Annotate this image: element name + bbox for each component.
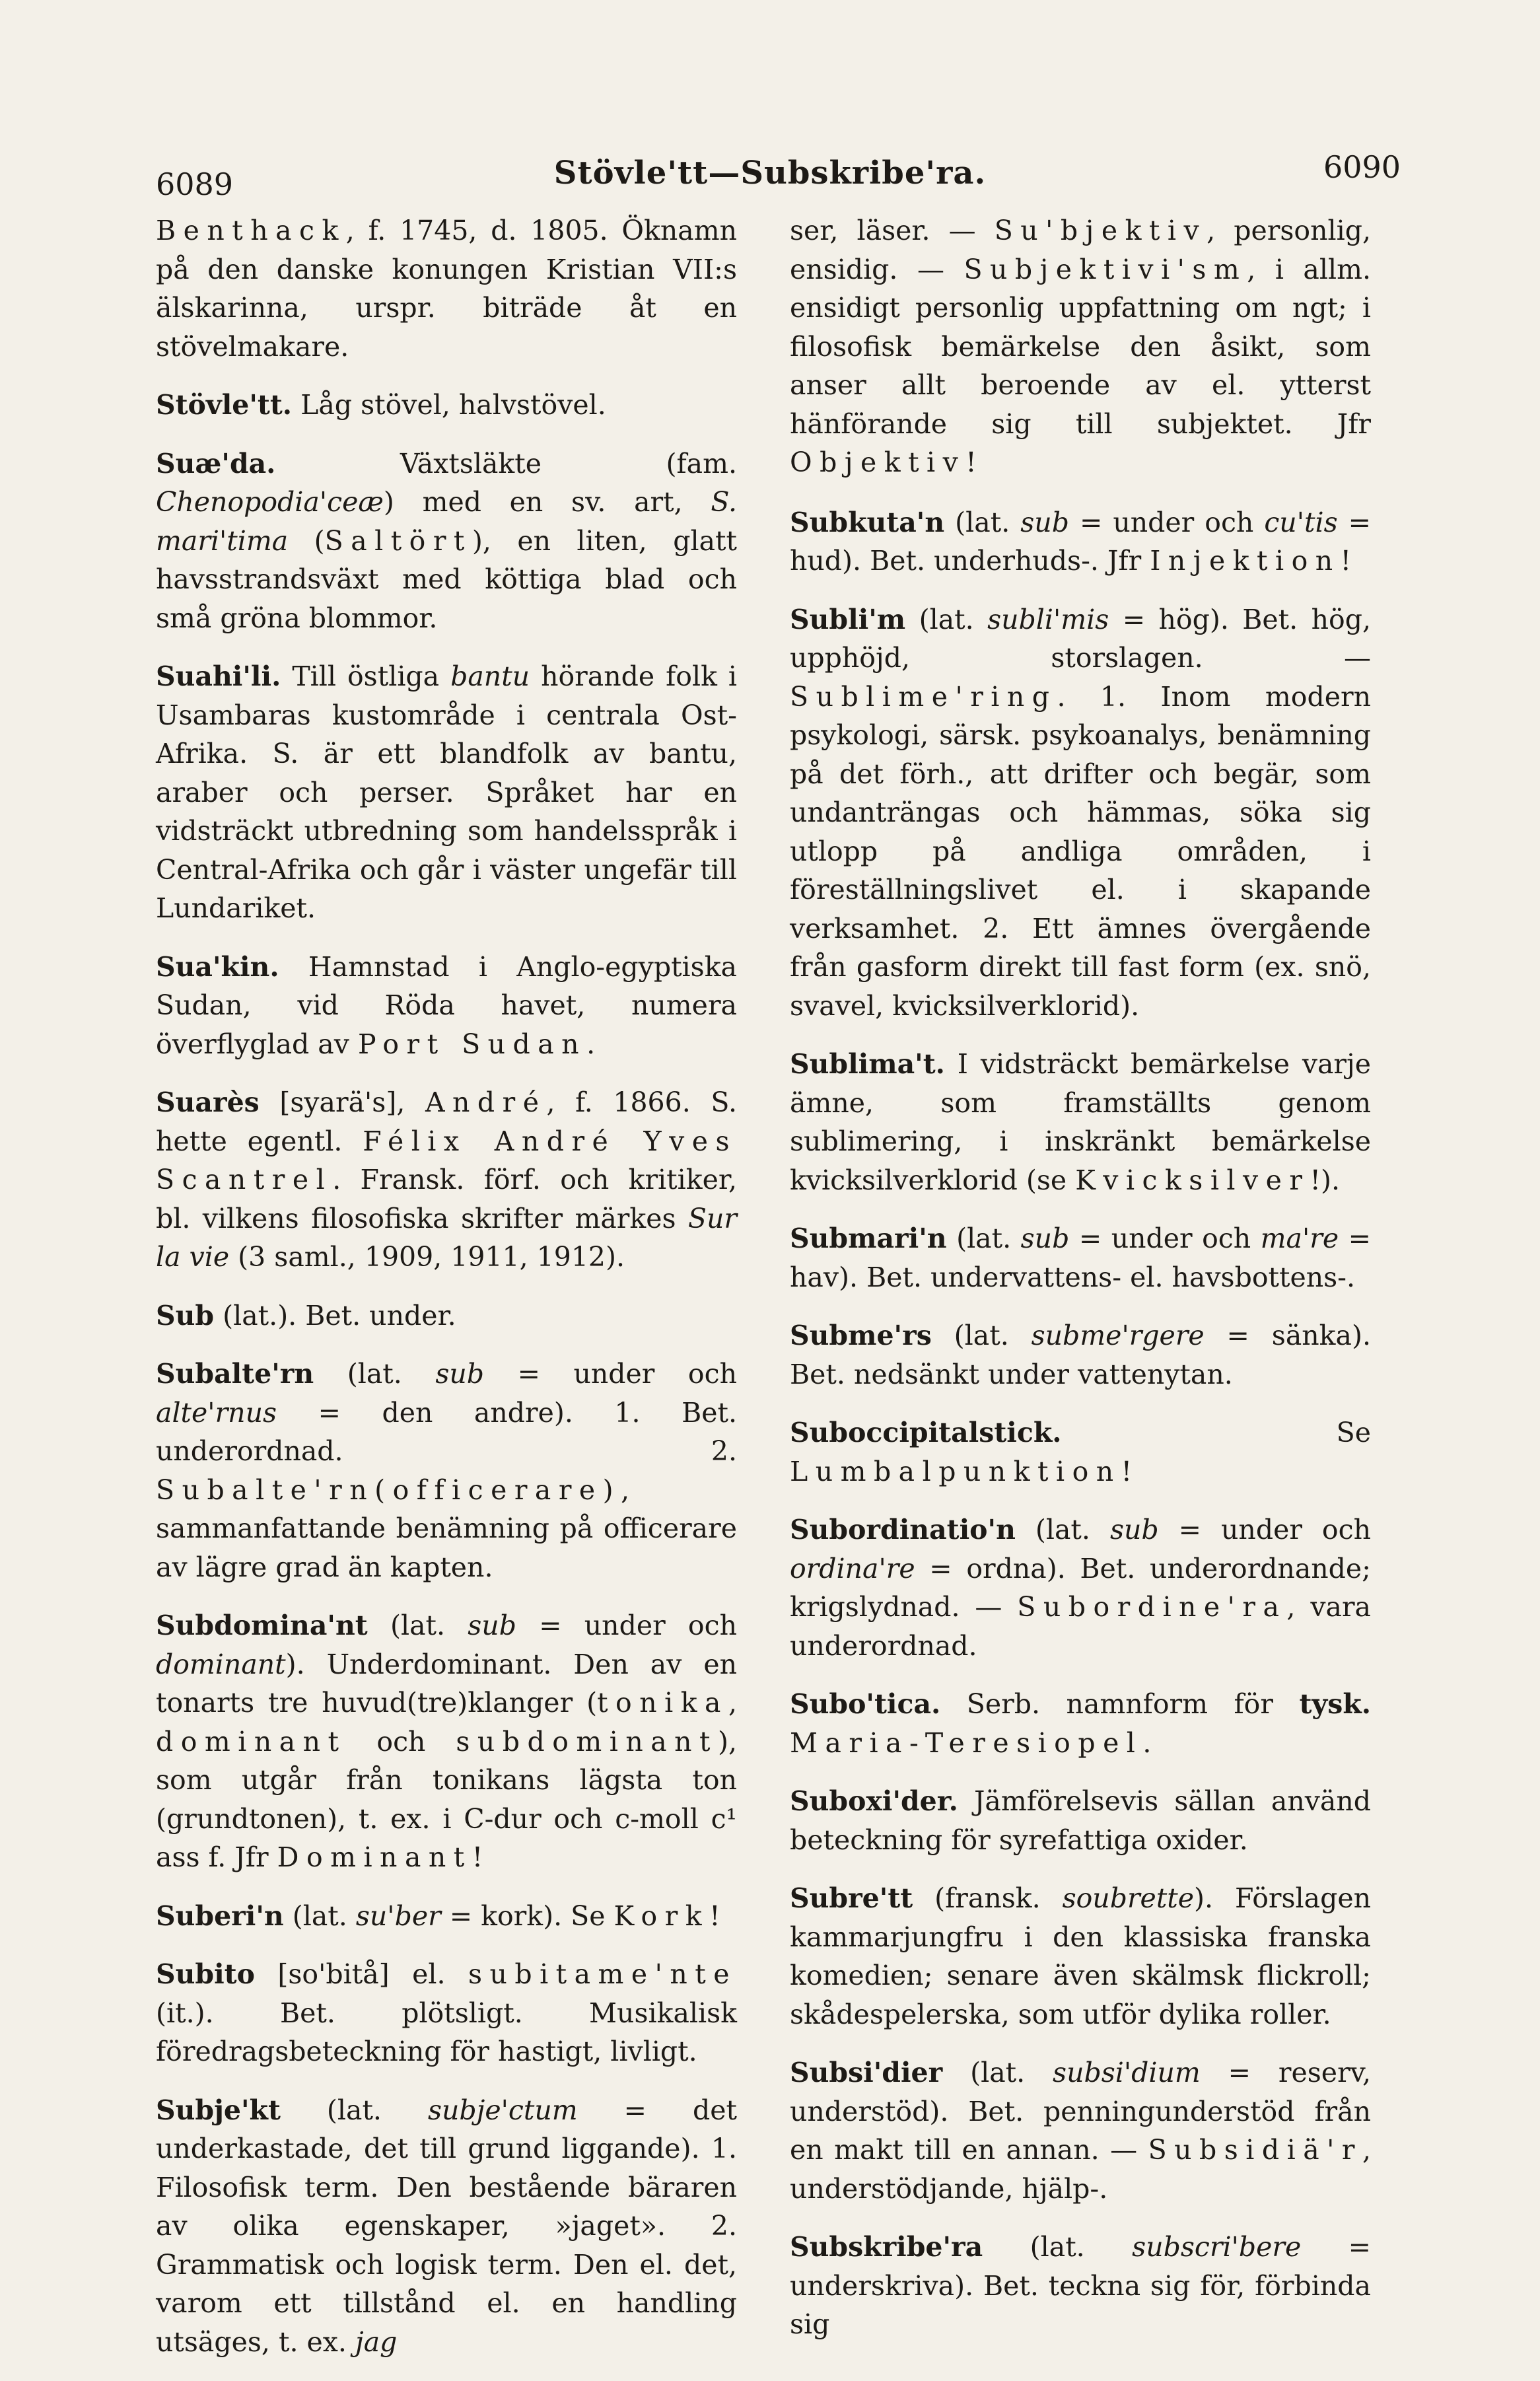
italic-term: sub — [1020, 1223, 1070, 1254]
entry-text: (lat. — [280, 2094, 428, 2126]
entry-headword: Subme'rs — [790, 1320, 932, 1351]
spaced-term: André — [425, 1086, 547, 1118]
entry-headword: Subo'tica. — [790, 1688, 941, 1720]
dictionary-entry — [790, 1219, 1371, 1297]
entry-text: och — [346, 1725, 456, 1758]
dictionary-entry — [790, 1879, 1371, 2034]
entry-text: Växtsläkte (fam. — [275, 447, 737, 480]
spaced-term: Maria-Teresiopel — [790, 1726, 1143, 1759]
entry-text: Se — [1061, 1417, 1371, 1448]
entry-text: ). Förslagen kammarjungfru i den klassiska franska komedien; senare även skälmsk flickroll; skådespelerska, som utför dylika roller. — [790, 1882, 1371, 2030]
continued-entry — [790, 211, 1371, 482]
italic-term: S. mari'tima — [156, 486, 737, 557]
entry-headword: Suboxi'der. — [790, 1785, 958, 1817]
italic-term: subscri'bere — [1132, 2231, 1302, 2263]
italic-term: soubrette — [1062, 1882, 1195, 1914]
entry-text: . — [586, 1028, 596, 1060]
spaced-term: Subjektivi'sm — [963, 253, 1247, 285]
dictionary-entry — [156, 386, 737, 425]
dictionary-entry — [156, 1897, 737, 1936]
italic-term: subje'ctum — [427, 2094, 578, 2126]
italic-term: cu'tis — [1264, 506, 1338, 538]
dictionary-entry — [790, 1413, 1371, 1491]
entry-text: = under och — [516, 1610, 737, 1641]
entry-text: . 1. Inom modern psykologi, särsk. psykoanalys, benämning på det förh., att drifter och begär, som undanträngas och hämmas, söka sig utlopp på andliga områden, i föreställningslivet el. i skapande verksamhet. 2. Ett ämnes övergående från gasform direkt till fast form (ex. snö, svavel, kvicksilverklorid). — [790, 680, 1371, 1022]
right-column — [790, 211, 1371, 2364]
entry-text: Jämförelsevis sällan använd beteckning för syrefattiga oxider. — [790, 1785, 1371, 1856]
page-header — [0, 0, 1540, 211]
spaced-term: Lumbalpunktion — [790, 1455, 1121, 1487]
entry-headword: Submari'n — [790, 1223, 947, 1254]
italic-term: sub — [468, 1610, 516, 1641]
dictionary-entry — [790, 600, 1371, 1026]
spaced-term: Subordine'ra — [1017, 1591, 1287, 1623]
spaced-term: Félix André Yves Scantrel — [156, 1125, 737, 1195]
italic-term: subli'mis — [987, 603, 1109, 635]
entry-headword: Sub — [156, 1299, 215, 1332]
dictionary-entry — [790, 1316, 1371, 1394]
entry-text: = kork). Se — [440, 1900, 614, 1932]
entry-text: ), en liten, glatt havsstrandsväxt med köttiga blad och små gröna blommor. — [156, 524, 737, 634]
entry-text: (lat. — [367, 1610, 468, 1641]
entry-text: , personlig, ensidig. — — [790, 215, 1371, 285]
dictionary-entry — [156, 1355, 737, 1586]
entry-headword: tysk. — [1299, 1688, 1371, 1720]
entry-text: , f. 1745, d. 1805. Öknamn på den danske konungen Kristian VII:s älskarinna, urspr. biträde åt en stövelmakare. — [156, 215, 737, 363]
entry-text: ser, läser. — — [790, 215, 995, 246]
dictionary-entry — [156, 657, 737, 928]
entry-text: (lat.). Bet. under. — [214, 1299, 456, 1332]
entry-text: ), som utgår från tonikans lägsta ton (grundtonen), t. ex. i C-dur och c-moll c¹ ass f. Jfr — [156, 1725, 737, 1873]
spaced-term: Subsidiä'r — [1148, 2134, 1362, 2166]
entry-headword: Suahi'li. — [156, 660, 281, 692]
entry-headword: Subdomina'nt — [156, 1610, 368, 1641]
italic-term: subme'rgere — [1031, 1320, 1205, 1351]
dictionary-entry — [156, 1606, 737, 1877]
entry-text: , f. 1866. S. hette egentl. — [156, 1086, 737, 1157]
entry-text: ! — [472, 1841, 483, 1873]
dictionary-entry — [156, 1083, 737, 1277]
spaced-term: Saltört — [324, 524, 472, 557]
dictionary-entry — [790, 1782, 1371, 1859]
entry-text: , i allm. ensidigt personlig uppfattning om ngt; i filosofisk bemärkelse den åsikt, som anser allt beroende av el. ytterst hänförande sig till subjektet. Jfr — [790, 253, 1371, 440]
left-page-number: 6089 — [156, 166, 234, 202]
entry-text: !). — [1310, 1164, 1340, 1196]
dictionary-entry — [156, 948, 737, 1064]
italic-term: ordina're — [790, 1552, 915, 1584]
entry-headword: Subkuta'n — [790, 506, 945, 538]
spaced-term: Sublime'ring — [790, 680, 1057, 713]
entry-text: ). Underdominant. Den av en tonarts tre huvud(tre)klanger ( — [156, 1648, 737, 1719]
entry-text: [syarä's], — [259, 1086, 425, 1118]
italic-term: sub — [1109, 1514, 1159, 1546]
entry-text: (lat. — [283, 1900, 356, 1932]
entry-text: = under och — [484, 1358, 737, 1390]
dictionary-entry — [790, 2228, 1371, 2344]
entry-text: , sammanfattande benämning på officerare av lägre grad än kapten. — [156, 1474, 737, 1583]
entry-text: (lat. — [931, 1320, 1032, 1351]
spaced-term: Kvicksilver — [1075, 1164, 1310, 1196]
entry-text: . — [1142, 1726, 1152, 1759]
entry-headword: Suboccipitalstick. — [790, 1417, 1062, 1448]
entry-text: hörande folk i Usambaras kustområde i centrala Ost-Afrika. S. är ett blandfolk av bantu, araber och perser. Språket har en vidsträckt utbredning som handelsspråk i Central-Afrika och går i väster ungefär till Lundariket. — [156, 660, 738, 924]
italic-term: su'ber — [355, 1900, 441, 1932]
spaced-term: subdominant — [456, 1725, 718, 1758]
entry-text: , understödjande, hjälp-. — [790, 2134, 1371, 2205]
entry-headword: Stövle'tt. — [156, 389, 293, 421]
entry-headword: Subskribe'ra — [790, 2231, 983, 2263]
entry-text: (it.). Bet. plötsligt. Musikalisk föredragsbeteckning för hastigt, livligt. — [156, 1997, 737, 2067]
entry-text: (lat. — [944, 506, 1021, 538]
entry-text: ( — [288, 524, 325, 557]
dictionary-entry — [156, 1297, 737, 1335]
entry-headword: Sua'kin. — [156, 950, 279, 983]
dictionary-entry — [790, 1045, 1371, 1199]
entry-text: = hav). Bet. undervattens- el. havsbottens-. — [790, 1223, 1371, 1293]
dictionary-entry — [156, 211, 737, 366]
entry-text: (fransk. — [913, 1882, 1063, 1914]
entry-text: Låg stövel, halvstövel. — [292, 389, 606, 421]
entry-headword: Subalte'rn — [156, 1358, 314, 1390]
italic-term: subsi'dium — [1053, 2057, 1201, 2088]
entry-text: (lat. — [946, 1223, 1021, 1254]
entry-headword: Subje'kt — [156, 2094, 281, 2126]
spaced-term: Injektion — [1150, 545, 1341, 577]
right-page-number: 6090 — [1323, 149, 1401, 185]
entry-headword: Suæ'da. — [156, 447, 276, 480]
entry-headword: Subre'tt — [790, 1882, 913, 1914]
entry-text: ! — [1340, 545, 1352, 577]
italic-term: ma're — [1260, 1223, 1339, 1254]
entry-text: = hud). Bet. underhuds-. Jfr — [790, 506, 1371, 577]
entry-headword: Suberi'n — [156, 1900, 284, 1932]
spaced-term: Objektiv — [790, 446, 966, 478]
left-column — [156, 211, 737, 2381]
entry-text: = det underkastade, det till grund liggande). 1. Filosofisk term. Den bestående bäraren av olika egenskaper, »jaget». 2. Grammatisk och logisk term. Den el. det, varom ett tillstånd el. en handling utsäges, t. ex. — [156, 2094, 737, 2358]
entry-text: [so'bitå] el. — [254, 1958, 468, 1990]
entry-text: = under och — [1158, 1514, 1371, 1546]
entry-text: (lat. — [314, 1358, 436, 1390]
entry-text: = reserv, understöd). Bet. penningunderstöd från en makt till en annan. — — [790, 2057, 1371, 2166]
italic-term: dominant — [156, 1648, 286, 1680]
spaced-term: dominant — [156, 1725, 347, 1758]
entry-text: , — [728, 1687, 737, 1719]
entry-text: ) med en sv. art, — [383, 486, 711, 518]
entry-headword: Subsi'dier — [790, 2057, 943, 2088]
italic-term: Sur la vie — [156, 1202, 737, 1273]
entry-text: Till östliga — [281, 660, 451, 692]
italic-term: jag — [355, 2326, 398, 2358]
entry-text: = under och — [1069, 1223, 1261, 1254]
entry-text: = ordna). Bet. underordnande; krigslydnad. — — [790, 1552, 1371, 1623]
entry-text: (lat. — [983, 2231, 1133, 2263]
italic-term: sub — [1020, 506, 1069, 538]
entry-text: = sänka). Bet. nedsänkt under vattenytan. — [790, 1320, 1371, 1390]
entry-text: = underskriva). Bet. teckna sig för, förbinda sig — [790, 2231, 1371, 2340]
entry-text: ! — [965, 446, 977, 478]
spaced-term: Port Sudan — [357, 1028, 587, 1060]
dictionary-entry — [156, 1955, 737, 2071]
entry-text: I vidsträckt bemärkelse varje ämne, som framställts genom sublimering, i inskränkt bemärkelse kvicksilverklorid (se — [790, 1048, 1371, 1196]
spaced-term: Benthack — [156, 215, 346, 246]
dictionary-entry — [156, 444, 737, 638]
entry-headword: Subli'm — [790, 603, 906, 635]
spaced-term: tonika — [597, 1687, 728, 1719]
italic-term: alte'rnus — [156, 1396, 277, 1429]
spaced-term: Dominant — [277, 1841, 472, 1873]
dictionary-entry — [790, 1685, 1371, 1762]
entry-text: = under och — [1068, 506, 1265, 538]
entry-text: (lat. — [1015, 1514, 1110, 1546]
italic-term: sub — [435, 1358, 485, 1390]
dictionary-entry — [790, 2053, 1371, 2208]
entry-text: ! — [1121, 1455, 1133, 1487]
entry-text: Serb. namnform för — [940, 1688, 1300, 1720]
spaced-term: Subalte'rn(officerare) — [156, 1474, 621, 1506]
entry-text: ! — [709, 1900, 720, 1932]
entry-text: = den andre). 1. Bet. underordnad. 2. — [156, 1396, 737, 1467]
dictionary-entry — [790, 1510, 1371, 1665]
spaced-term: subitame'nte — [468, 1958, 737, 1990]
spaced-term: Kork — [613, 1900, 710, 1932]
entry-text: (lat. — [942, 2057, 1053, 2088]
dictionary-entry — [790, 503, 1371, 581]
entry-text: , vara underordnad. — [790, 1591, 1372, 1662]
entry-headword: Suarès — [156, 1086, 260, 1118]
italic-term: bantu — [450, 660, 530, 692]
italic-term: Chenopodia'ceæ — [156, 486, 384, 518]
spaced-term: Su'bjektiv — [994, 215, 1207, 246]
entry-headword: Subordinatio'n — [790, 1514, 1016, 1546]
dictionary-entry — [156, 2091, 737, 2362]
entry-headword: Subito — [156, 1958, 255, 1990]
entry-text: = hög). Bet. hög, upphöjd, storslagen. — — [790, 603, 1371, 674]
entry-text: . Fransk. förf. och kritiker, bl. vilkens filosofiska skrifter märkes — [156, 1164, 737, 1234]
running-title: Stövle'tt—Subskribe'ra. — [553, 155, 987, 192]
entry-headword: Sublima't. — [790, 1048, 945, 1080]
entry-text: (3 saml., 1909, 1911, 1912). — [229, 1241, 625, 1273]
entry-text: Hamnstad i Anglo-egyptiska Sudan, vid Röda havet, numera överflyglad av — [156, 950, 737, 1060]
entry-text: (lat. — [905, 603, 988, 635]
